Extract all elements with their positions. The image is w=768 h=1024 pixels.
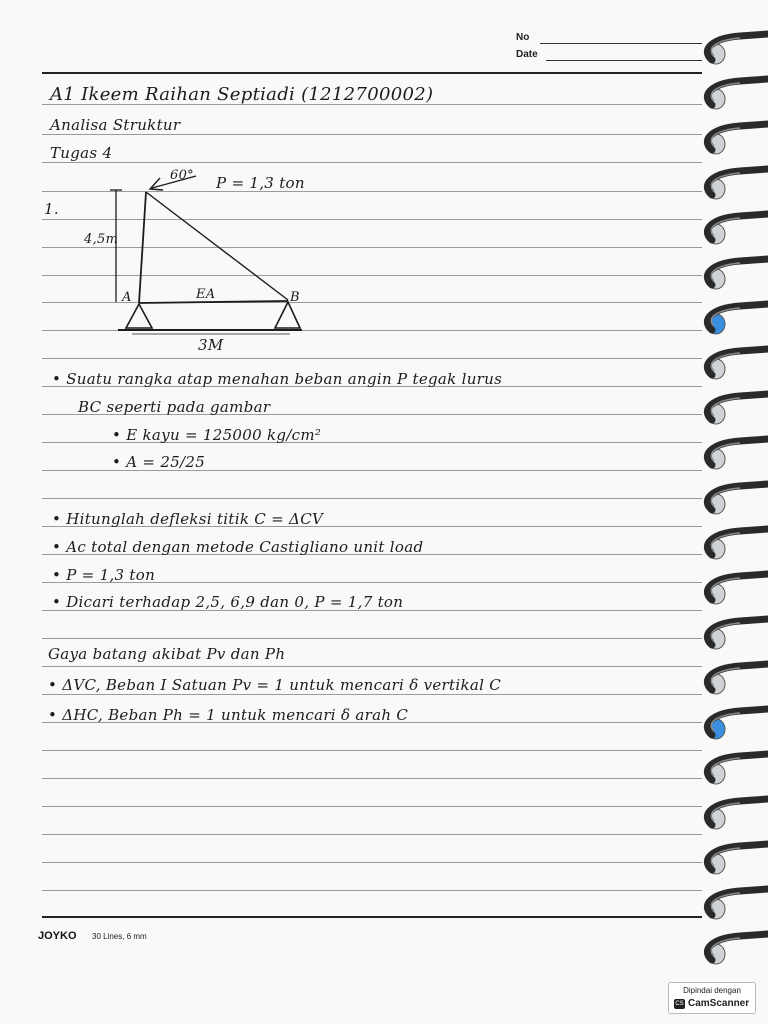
node-a-label: A: [122, 290, 132, 305]
binding-ring: [707, 484, 768, 514]
member-ea-label: EA: [196, 287, 216, 302]
note-line: • E kayu = 125000 kg/cm²: [112, 426, 322, 444]
binding-ring: [707, 709, 768, 739]
student-name-line: A1 Ikeem Raihan Septiadi (1212700002): [50, 84, 434, 105]
scanner-name: CamScanner: [688, 998, 750, 1009]
note-line: • Suatu rangka atap menahan beban angin P tegak lurus: [52, 370, 503, 388]
course-title: Analisa Struktur: [50, 116, 181, 134]
camscanner-watermark: [668, 982, 756, 1014]
binding-ring: [707, 439, 768, 469]
binding-ring: [707, 619, 768, 649]
task-line: • P = 1,3 ton: [52, 566, 156, 584]
scanner-caption: Dipindai dengan: [683, 986, 741, 995]
task-line: • Dicari terhadap 2,5, 6,9 dan 0, P = 1,7 ton: [52, 593, 404, 611]
height-label: 4,5m: [84, 232, 119, 247]
angle-label: 60°: [170, 168, 194, 183]
binding-ring: [707, 124, 768, 154]
binding-ring: [707, 394, 768, 424]
lines-info: 30 Lines, 6 mm: [92, 932, 147, 941]
no-label: No: [516, 32, 530, 43]
analysis-line: Gaya batang akibat Pv dan Ph: [48, 645, 286, 663]
binding-ring: [707, 349, 768, 379]
note-line: BC seperti pada gambar: [78, 398, 271, 416]
brand-logo: JOYKO: [38, 930, 77, 942]
binding-ring: [707, 169, 768, 199]
binding-ring: [707, 799, 768, 829]
binding-ring: [707, 574, 768, 604]
task-title: Tugas 4: [50, 144, 113, 162]
binding-ring: [707, 79, 768, 109]
analysis-line: • ΔVC, Beban I Satuan Pv = 1 untuk mencari δ vertikal C: [48, 676, 502, 694]
node-b-label: B: [290, 290, 300, 305]
load-label: P = 1,3 ton: [216, 174, 305, 192]
analysis-line: • ΔHC, Beban Ph = 1 untuk mencari δ arah C: [48, 706, 409, 724]
span-label: 3M: [198, 336, 224, 354]
binding-ring: [707, 259, 768, 289]
binding-ring: [707, 754, 768, 784]
camscanner-logo-icon: CS: [675, 1001, 684, 1007]
binding-ring: [707, 304, 768, 334]
note-line: • A = 25/25: [112, 453, 206, 471]
binding-ring: [707, 214, 768, 244]
date-label: Date: [516, 49, 538, 60]
binding-ring: [707, 844, 768, 874]
binding-ring: [707, 529, 768, 559]
task-line: • Ac total dengan metode Castigliano unit load: [52, 538, 424, 556]
task-line: • Hitunglah defleksi titik C = ΔCV: [52, 510, 324, 528]
binding-ring: [707, 664, 768, 694]
binding-ring: [707, 934, 768, 964]
figure-number: 1.: [44, 200, 59, 218]
binding-ring: [707, 34, 768, 64]
binding-ring: [707, 889, 768, 919]
